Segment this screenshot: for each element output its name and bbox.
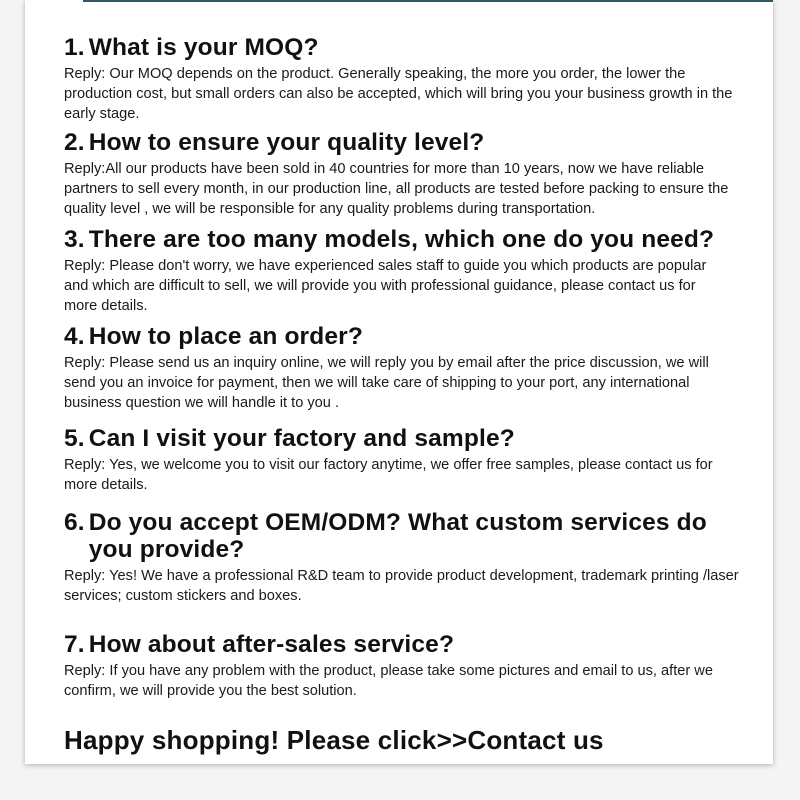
faq-question-text: There are too many models, which one do you need? — [88, 226, 715, 253]
faq-question-text: How to ensure your quality level? — [88, 129, 485, 156]
faq-answer: Reply: If you have any problem with the product, please take some pictures and email to us, after we confirm, we will provide you the best solution. — [64, 663, 713, 699]
contact-us-link[interactable]: Contact us — [467, 725, 604, 755]
faq-answer: Reply: Please don't worry, we have experienced sales staff to guide you which products are popular and which are difficult to sell, we will provide you with professional guidance, please contact us for more details. — [64, 258, 707, 314]
faq-item-2 — [64, 129, 754, 219]
faq-item-7 — [64, 631, 754, 701]
faq-item-1 — [64, 34, 754, 124]
top-divider — [83, 0, 773, 2]
faq-number: 6. — [64, 509, 85, 536]
faq-item-3 — [64, 226, 754, 316]
faq-answer: Reply: Our MOQ depends on the product. Generally speaking, the more you order, the lower the production cost, but small orders can also be accepted, which will bring you your business growth in the early stage. — [64, 66, 733, 122]
faq-number: 4. — [64, 323, 85, 350]
faq-number: 3. — [64, 226, 85, 253]
faq-question-text: Can I visit your factory and sample? — [88, 425, 515, 452]
faq-question — [64, 509, 754, 563]
faq-number: 1. — [64, 34, 85, 61]
faq-question-text: How to place an order? — [88, 323, 363, 350]
faq-list — [64, 34, 754, 755]
faq-question — [64, 226, 754, 253]
faq-item-6 — [64, 509, 754, 606]
faq-question — [64, 631, 754, 658]
faq-question — [64, 323, 754, 350]
faq-item-4 — [64, 323, 754, 413]
faq-number: 5. — [64, 425, 85, 452]
faq-answer: Reply:All our products have been sold in 40 countries for more than 10 years, now we have reliable partners to sell every month, in our production line, all products are tested before packing to ensure the quality level , we will be responsible for any quality problems during transportation. — [64, 161, 729, 217]
faq-item-5 — [64, 425, 754, 495]
faq-question — [64, 129, 754, 156]
footer-call-to-action — [64, 725, 754, 755]
faq-question-text: Do you accept OEM/ODM? What custom services do you provide? — [88, 509, 707, 563]
faq-card — [25, 0, 773, 764]
footer-text: Happy shopping! Please click>> — [64, 725, 468, 755]
faq-answer: Reply: Yes, we welcome you to visit our factory anytime, we offer free samples, please contact us for more details. — [64, 457, 713, 493]
faq-number: 7. — [64, 631, 85, 658]
faq-answer: Reply: Yes! We have a professional R&D team to provide product development, trademark printing /laser services; custom stickers and boxes. — [64, 568, 739, 604]
faq-question — [64, 425, 754, 452]
faq-question — [64, 34, 754, 61]
faq-question-text: How about after-sales service? — [88, 631, 455, 658]
faq-number: 2. — [64, 129, 85, 156]
faq-question-text: What is your MOQ? — [88, 34, 319, 61]
faq-answer: Reply: Please send us an inquiry online, we will reply you by email after the price discussion, we will send you an invoice for payment, then we will take care of shipping to your port, any international business question we will handle it to you . — [64, 355, 709, 411]
